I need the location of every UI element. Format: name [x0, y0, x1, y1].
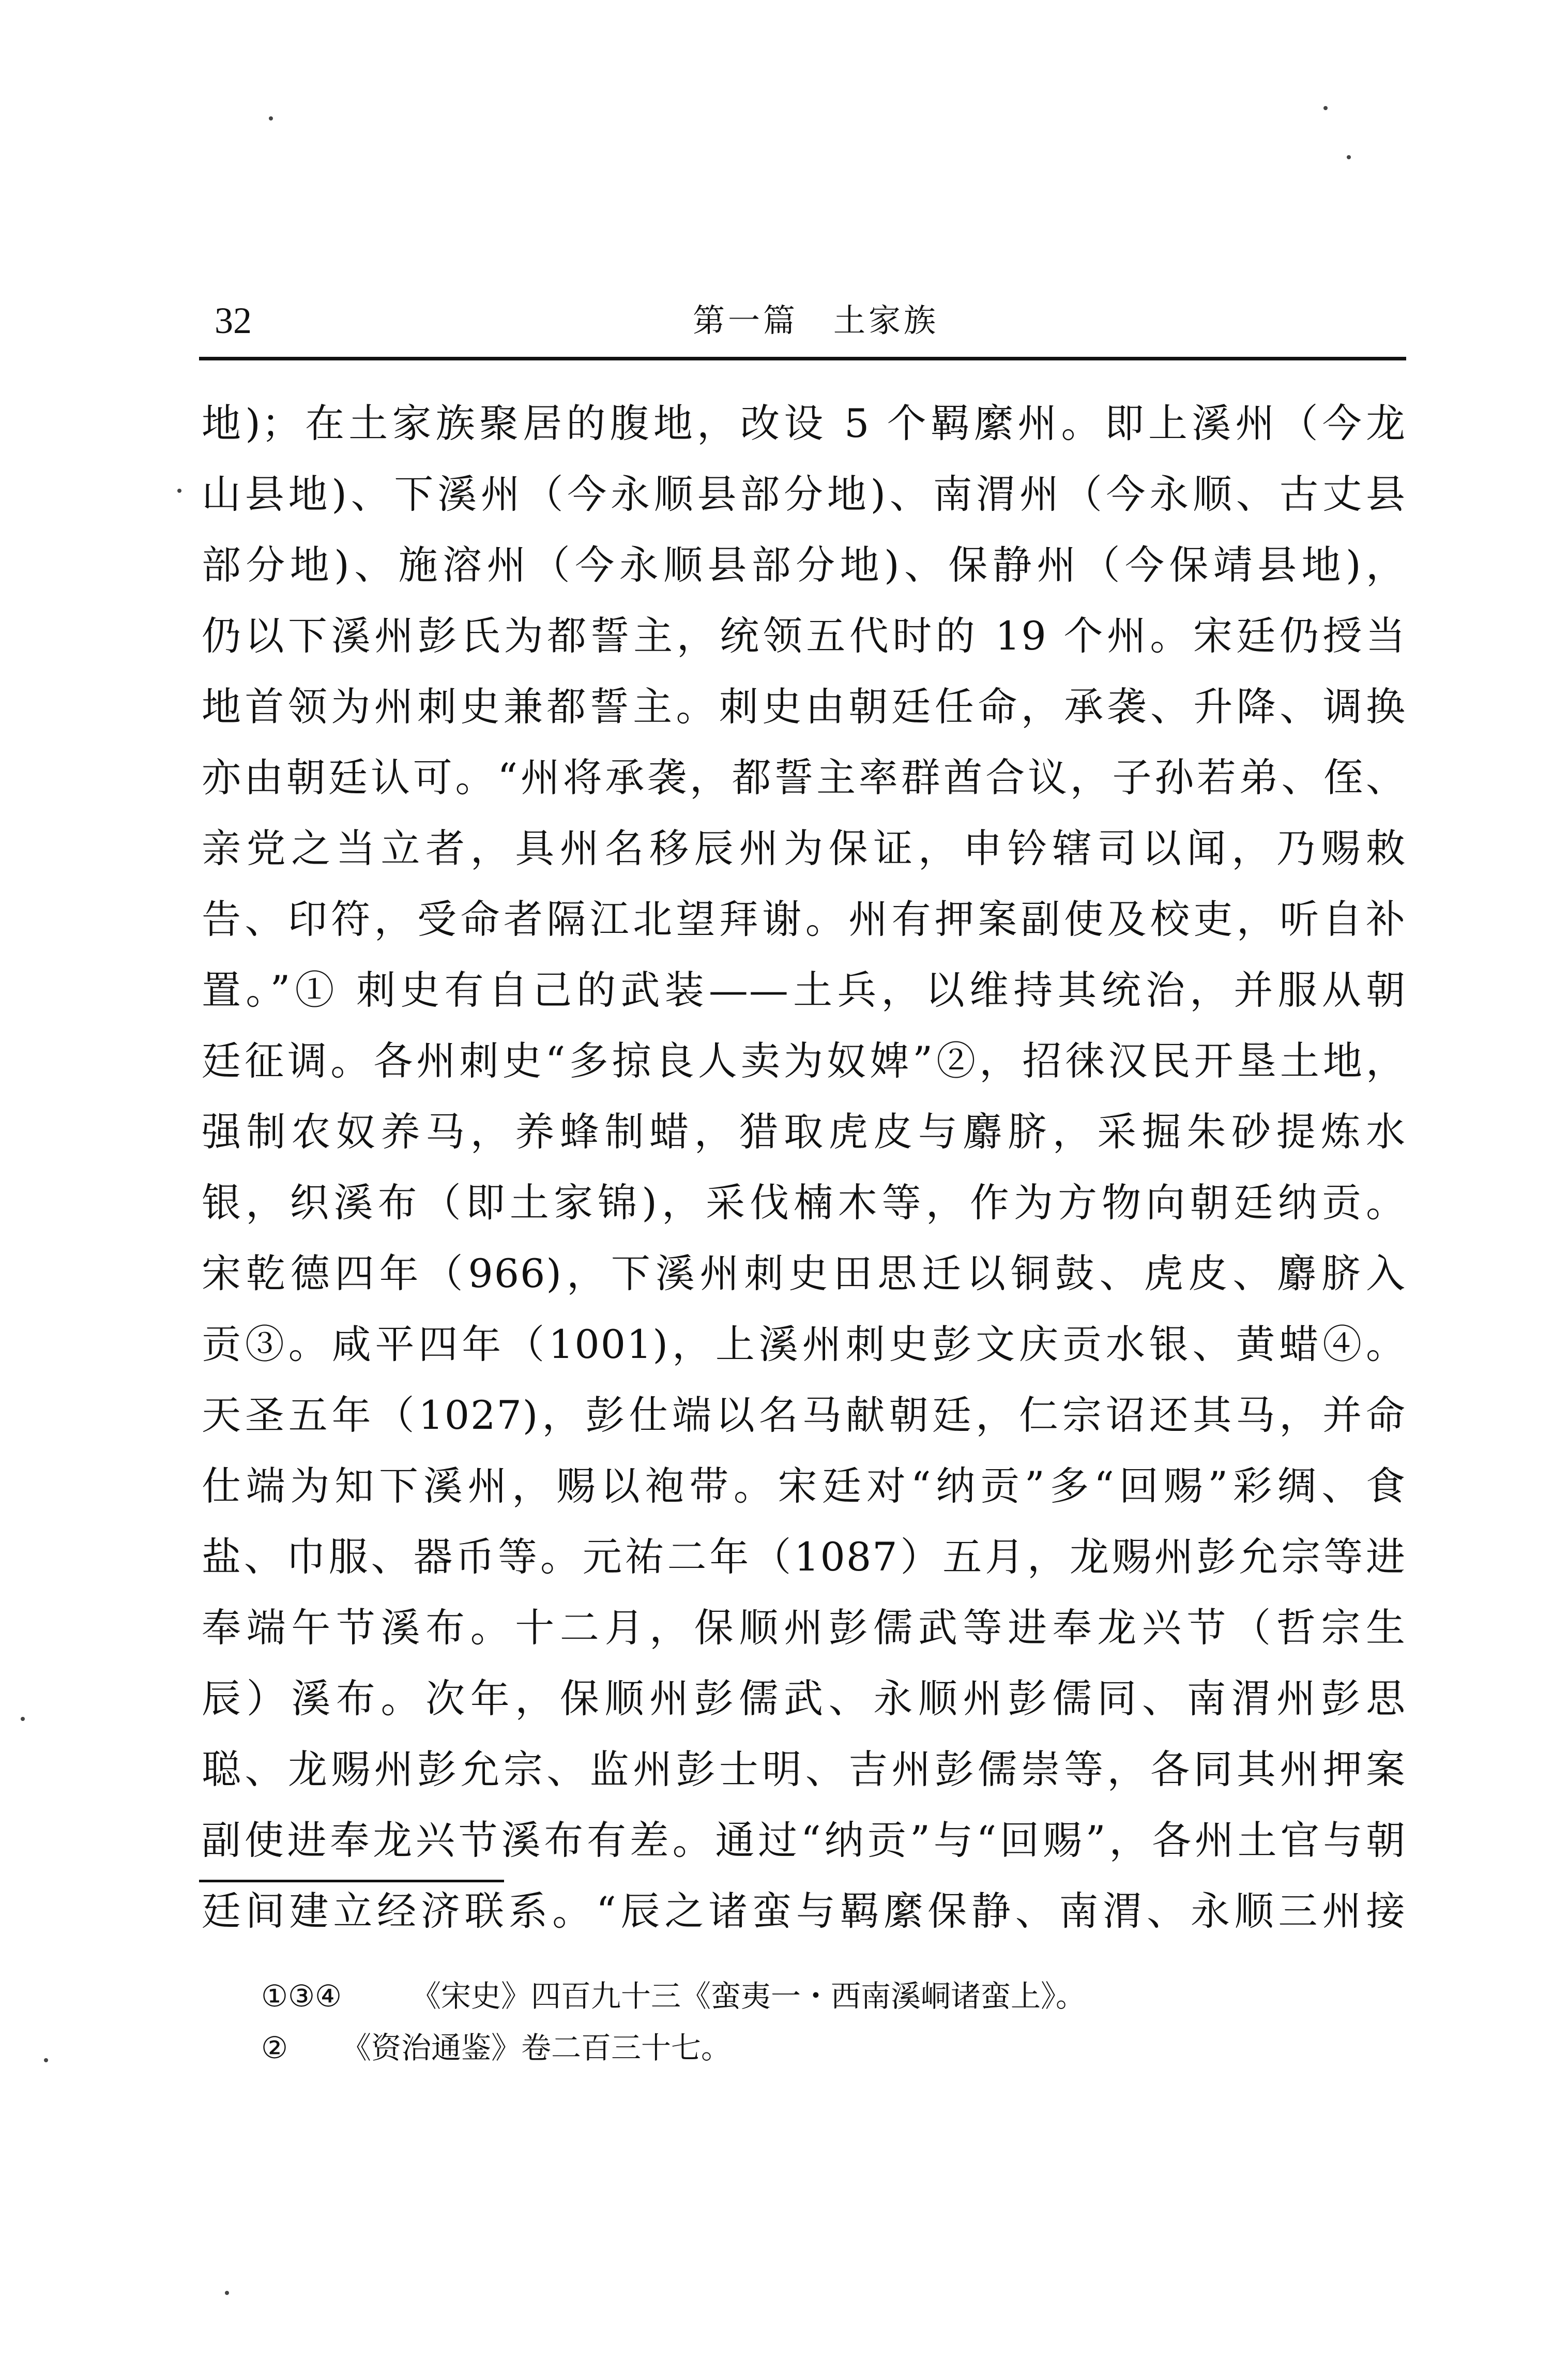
text-line: 地首领为州刺史兼都誓主。刺史由朝廷任命，承袭、升降、调换 [202, 684, 1406, 730]
text-line: 地)；在土家族聚居的腹地，改设 5 个羁縻州。即上溪州（今龙 [202, 400, 1406, 446]
scan-speck [269, 116, 273, 120]
scan-speck [21, 1717, 25, 1721]
scan-speck [44, 2058, 48, 2062]
footnote-text: 《资治通鉴》卷二百三十七。 [341, 2030, 732, 2065]
text-line: 宋乾德四年（966)，下溪州刺史田思迁以铜鼓、虎皮、麝脐入 [202, 1250, 1406, 1296]
running-header [199, 290, 1406, 352]
text-line: 告、印符，受命者隔江北望拜谢。州有押案副使及校吏，听自补 [202, 896, 1406, 942]
text-line: 置。”① 刺史有自己的武装——土兵，以维持其统治，并服从朝 [202, 967, 1406, 1013]
text-line: 仍以下溪州彭氏为都誓主，统领五代时的 19 个州。宋廷仍授当 [202, 613, 1406, 659]
text-line: 山县地)、下溪州（今永顺县部分地)、南渭州（今永顺、古丈县 [202, 471, 1406, 517]
page-number: 32 [215, 300, 252, 341]
text-line: 天圣五年（1027)，彭仕端以名马献朝廷，仁宗诏还其马，并命 [202, 1392, 1406, 1438]
running-title: 第一篇 土家族 [693, 301, 939, 339]
text-line: 奉端午节溪布。十二月，保顺州彭儒武等进奉龙兴节（哲宗生 [202, 1605, 1406, 1651]
text-line: 强制农奴养马，养蜂制蜡，猎取虎皮与麝脐，采掘朱砂提炼水 [202, 1109, 1406, 1155]
text-line: 银，织溪布（即土家锦)，采伐楠木等，作为方物向朝廷纳贡。 [202, 1180, 1406, 1226]
scan-speck [1323, 106, 1328, 110]
text-line: 盐、巾服、器币等。元祐二年（1087）五月，龙赐州彭允宗等进 [202, 1534, 1406, 1580]
text-line: 亦由朝廷认可。“州将承袭，都誓主率群酋合议，子孙若弟、侄、 [202, 754, 1406, 801]
footnote-mark: ② [261, 2030, 288, 2065]
text-line: 仕端为知下溪州，赐以袍带。宋廷对“纳贡”多“回赐”彩绸、食 [202, 1463, 1406, 1509]
text-line: 亲党之当立者，具州名移辰州为保证，申钤辖司以闻，乃赐敕 [202, 825, 1406, 871]
text-line: 聪、龙赐州彭允宗、监州彭士明、吉州彭儒崇等，各同其州押案 [202, 1746, 1406, 1792]
text-line: 副使进奉龙兴节溪布有差。通过“纳贡”与“回赐”，各州土官与朝 [202, 1817, 1406, 1863]
footnote-text: 《宋史》四百九十三《蛮夷一・西南溪峒诸蛮上》。 [411, 1979, 1086, 2014]
footnotes [261, 1970, 1295, 2074]
scan-speck [225, 2291, 229, 2295]
scan-speck [1347, 155, 1351, 159]
body-text [202, 388, 1406, 1946]
text-line: 贡③。咸平四年（1001)，上溪州刺史彭文庆贡水银、黄蜡④。 [202, 1321, 1406, 1367]
footnote [261, 2022, 1295, 2074]
text-line: 廷征调。各州刺史“多掠良人卖为奴婢”②，招徕汉民开垦土地， [202, 1038, 1406, 1084]
text-line: 辰）溪布。次年，保顺州彭儒武、永顺州彭儒同、南渭州彭思 [202, 1675, 1406, 1721]
text-line: 部分地)、施溶州（今永顺县部分地)、保静州（今保靖县地)， [202, 542, 1406, 588]
footnote-mark: ①③④ [261, 1979, 342, 2014]
footnote-rule [199, 1880, 504, 1882]
scan-speck [177, 489, 181, 493]
header-rule [199, 357, 1406, 360]
text-line: 廷间建立经济联系。“辰之诸蛮与羁縻保静、南渭、永顺三州接 [202, 1888, 1406, 1934]
footnote [261, 1970, 1295, 2022]
